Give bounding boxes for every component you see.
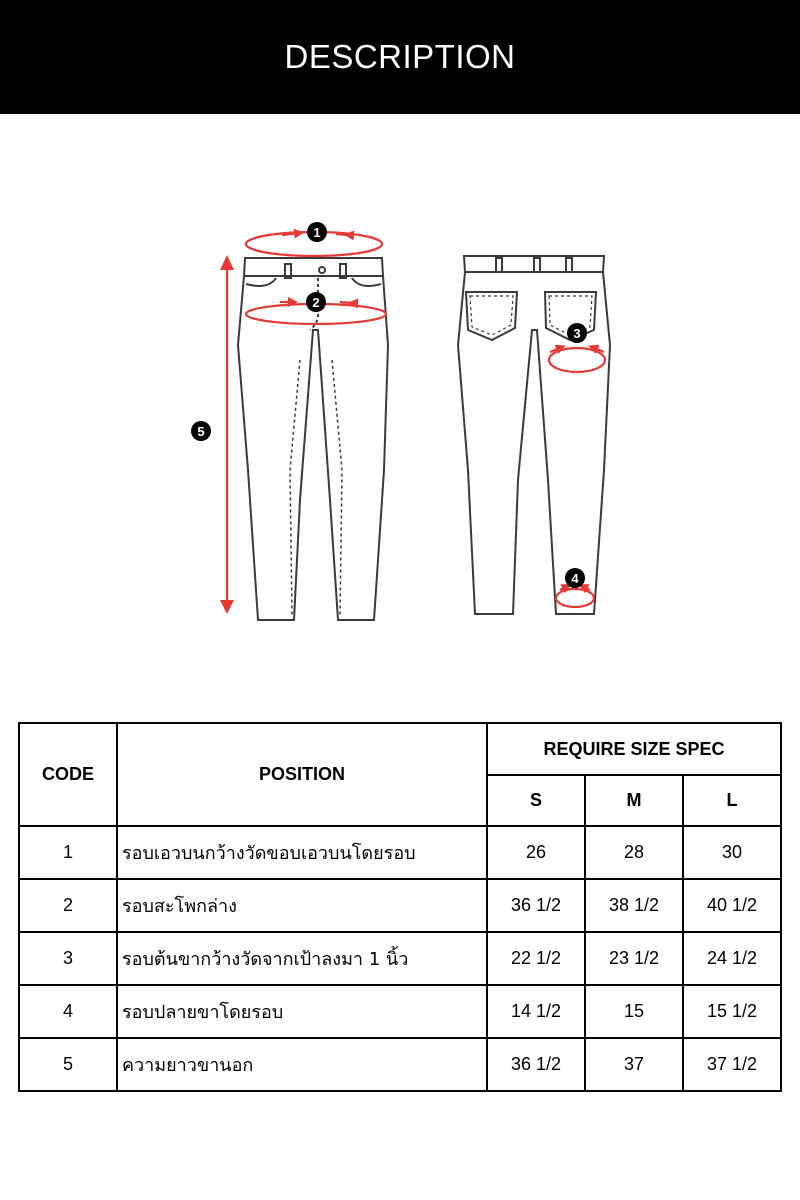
header-size-s: S bbox=[487, 775, 585, 826]
row-size-l: 24 1/2 bbox=[683, 932, 781, 985]
row-size-m: 38 1/2 bbox=[585, 879, 683, 932]
header-position: POSITION bbox=[117, 723, 487, 826]
pants-measurement-diagram bbox=[0, 190, 800, 640]
row-position: ความยาวขานอก bbox=[117, 1038, 487, 1091]
row-position: รอบปลายขาโดยรอบ bbox=[117, 985, 487, 1038]
row-position: รอบต้นขากว้างวัดจากเป้าลงมา 1 นิ้ว bbox=[117, 932, 487, 985]
marker-5-label: 5 bbox=[197, 424, 205, 439]
table-row bbox=[19, 879, 781, 932]
row-position: รอบสะโพกล่าง bbox=[117, 879, 487, 932]
row-size-s: 36 1/2 bbox=[487, 879, 585, 932]
marker-2-label: 2 bbox=[312, 295, 320, 310]
marker-3 bbox=[567, 323, 587, 343]
row-size-m: 15 bbox=[585, 985, 683, 1038]
row-code: 5 bbox=[19, 1038, 117, 1091]
table-row bbox=[19, 1038, 781, 1091]
row-size-m: 28 bbox=[585, 826, 683, 879]
back-pants bbox=[458, 256, 610, 614]
row-size-l: 15 1/2 bbox=[683, 985, 781, 1038]
page-title: DESCRIPTION bbox=[284, 38, 516, 75]
front-pants bbox=[238, 258, 388, 620]
marker-2 bbox=[306, 292, 326, 312]
marker-4 bbox=[565, 568, 585, 588]
marker-4-label: 4 bbox=[571, 571, 579, 586]
row-size-l: 30 bbox=[683, 826, 781, 879]
row-code: 4 bbox=[19, 985, 117, 1038]
header-size-l: L bbox=[683, 775, 781, 826]
header-size-m: M bbox=[585, 775, 683, 826]
row-position: รอบเอวบนกว้างวัดขอบเอวบนโดยรอบ bbox=[117, 826, 487, 879]
row-code: 2 bbox=[19, 879, 117, 932]
row-size-s: 14 1/2 bbox=[487, 985, 585, 1038]
header-bar bbox=[0, 0, 800, 114]
row-size-l: 37 1/2 bbox=[683, 1038, 781, 1091]
header-code: CODE bbox=[19, 723, 117, 826]
table-row bbox=[19, 985, 781, 1038]
marker-3-label: 3 bbox=[573, 326, 581, 341]
table-row bbox=[19, 932, 781, 985]
row-size-m: 23 1/2 bbox=[585, 932, 683, 985]
marker-5 bbox=[191, 421, 211, 441]
row-code: 3 bbox=[19, 932, 117, 985]
header-size-spec: REQUIRE SIZE SPEC bbox=[487, 723, 781, 775]
row-size-s: 22 1/2 bbox=[487, 932, 585, 985]
measure-marks bbox=[220, 232, 605, 614]
row-size-s: 36 1/2 bbox=[487, 1038, 585, 1091]
row-code: 1 bbox=[19, 826, 117, 879]
row-size-m: 37 bbox=[585, 1038, 683, 1091]
table-row bbox=[19, 826, 781, 879]
row-size-s: 26 bbox=[487, 826, 585, 879]
marker-1-label: 1 bbox=[313, 225, 321, 240]
marker-1 bbox=[307, 222, 327, 242]
size-spec-table bbox=[18, 722, 782, 1092]
row-size-l: 40 1/2 bbox=[683, 879, 781, 932]
